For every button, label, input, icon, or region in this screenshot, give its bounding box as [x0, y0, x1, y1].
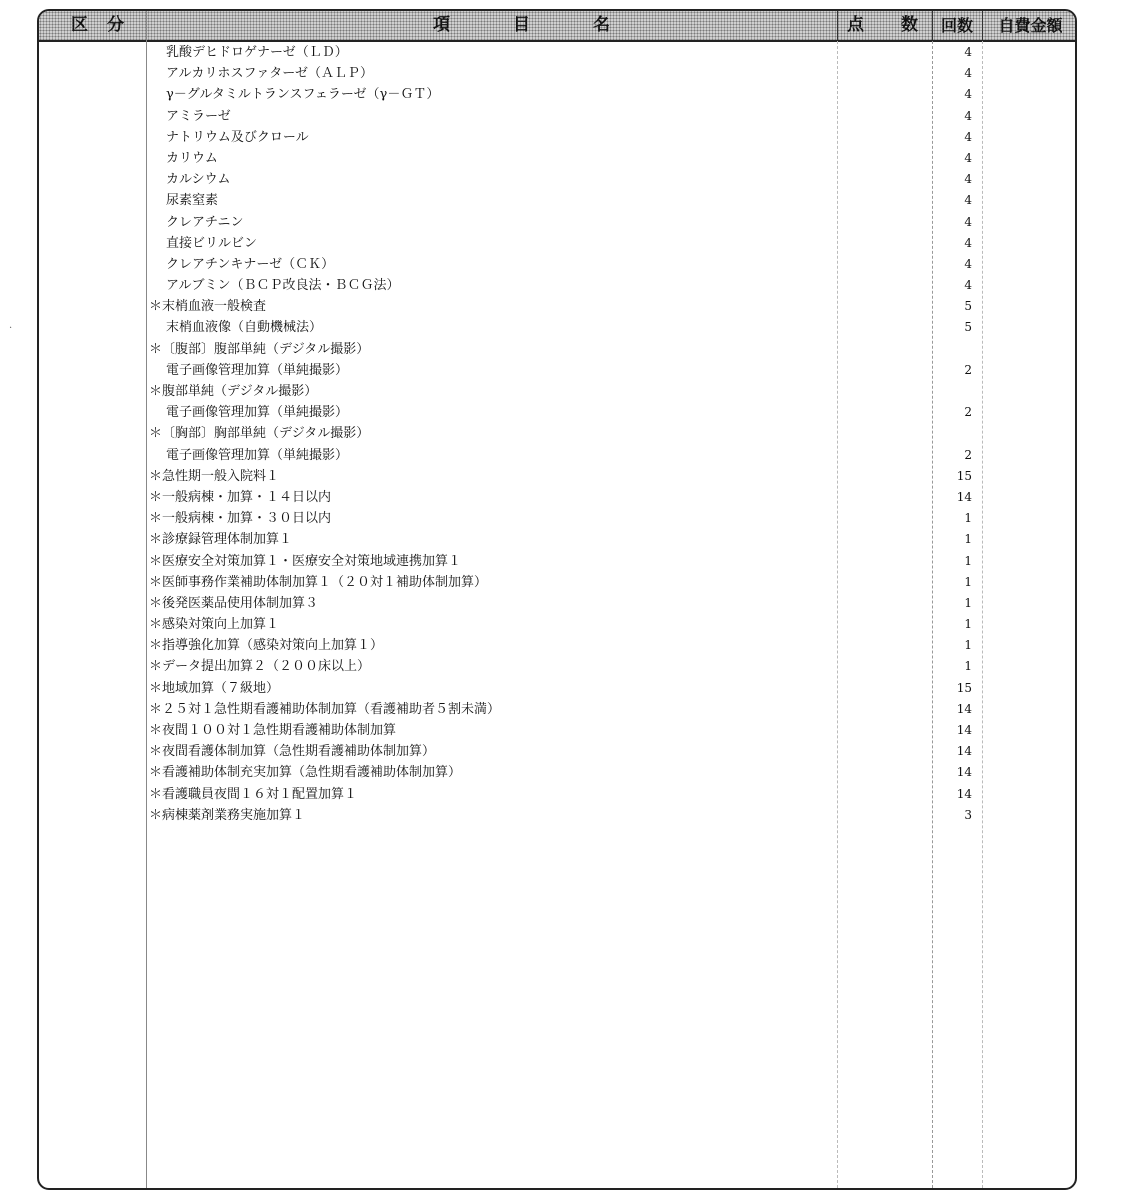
header-count: 回数	[940, 16, 973, 35]
header-self-pay-amount: 自費金額	[998, 16, 1063, 35]
item-count: 1	[964, 595, 972, 610]
header-points-char-1: 点	[847, 15, 864, 35]
table-row	[39, 762, 1075, 783]
item-name: ＊医師事務作業補助体制加算１（２０対１補助体制加算）	[149, 574, 488, 590]
table-row	[39, 148, 1075, 169]
item-count: 14	[956, 786, 972, 801]
table-row	[39, 42, 1075, 63]
item-count: 4	[964, 193, 972, 208]
table-row	[39, 339, 1075, 360]
header-points-char-2: 数	[901, 15, 918, 35]
item-name: 電子画像管理加算（単純撮影）	[166, 405, 349, 421]
item-name: ＊一般病棟・加算・１４日以内	[149, 489, 332, 505]
table-row	[39, 572, 1075, 593]
item-count: 4	[964, 87, 972, 102]
table-row	[39, 466, 1075, 487]
item-name: 直接ビリルビン	[166, 235, 258, 251]
header-item-char-3: 名	[593, 15, 610, 35]
table-row	[39, 678, 1075, 699]
item-name: ＊〔腹部〕腹部単純（デジタル撮影）	[149, 341, 370, 357]
header-item-name	[147, 11, 839, 40]
item-name: ＊急性期一般入院料１	[149, 468, 280, 484]
table-row	[39, 529, 1075, 550]
table-row	[39, 381, 1075, 402]
table-row	[39, 106, 1075, 127]
header-item-char-2: 目	[513, 15, 530, 35]
table-row	[39, 805, 1075, 826]
header-points	[839, 11, 932, 40]
stray-mark: .	[9, 320, 13, 331]
table-row	[39, 720, 1075, 741]
table-row	[39, 360, 1075, 381]
header-kubun	[39, 11, 146, 40]
table-row	[39, 296, 1075, 317]
table-row	[39, 423, 1075, 444]
item-name: ＊〔胸部〕胸部単純（デジタル撮影）	[149, 426, 370, 442]
item-name: アミラーゼ	[166, 108, 231, 124]
item-name: ＊看護補助体制充実加算（急性期看護補助体制加算）	[149, 765, 462, 781]
table-body	[39, 42, 1075, 826]
item-count: 14	[956, 701, 972, 716]
item-name: ＊指導強化加算（感染対策向上加算１）	[149, 638, 384, 654]
table-row	[39, 317, 1075, 338]
item-count: 14	[956, 765, 972, 780]
table-row	[39, 84, 1075, 105]
header-divider	[837, 11, 838, 40]
item-count: 4	[964, 214, 972, 229]
table-row	[39, 487, 1075, 508]
item-count: 1	[964, 638, 972, 653]
item-name: カリウム	[166, 150, 218, 166]
item-name: ＊末梢血液一般検査	[149, 299, 267, 315]
item-name: ＊地域加算（７級地）	[149, 680, 280, 696]
table-row	[39, 635, 1075, 656]
item-count: 2	[964, 405, 972, 420]
item-name: 電子画像管理加算（単純撮影）	[166, 362, 349, 378]
table-row	[39, 656, 1075, 677]
table-row	[39, 508, 1075, 529]
item-count: 14	[956, 723, 972, 737]
header-item-char-1: 項	[433, 15, 450, 35]
table-row	[39, 275, 1075, 296]
item-name: 尿素窒素	[166, 193, 219, 209]
item-count: 4	[964, 66, 972, 81]
item-count: 3	[964, 807, 972, 822]
item-name: クレアチンキナーゼ（ＣＫ）	[166, 256, 335, 272]
item-name: ナトリウム及びクロール	[166, 129, 309, 145]
statement-table	[37, 9, 1077, 1190]
item-count: 1	[964, 659, 972, 674]
item-count: 4	[964, 45, 972, 59]
table-row	[39, 784, 1075, 805]
item-count: 4	[964, 256, 972, 271]
item-count: 4	[964, 278, 972, 293]
item-count: 14	[956, 489, 972, 504]
item-name: 電子画像管理加算（単純撮影）	[166, 447, 349, 463]
header-divider	[932, 11, 933, 40]
item-count: 5	[964, 320, 972, 335]
table-row	[39, 233, 1075, 254]
item-name: カルシウム	[166, 172, 231, 188]
item-name: アルカリホスファターゼ（ＡＬＰ）	[166, 66, 373, 82]
item-count: 4	[964, 172, 972, 187]
table-row	[39, 699, 1075, 720]
item-name: ＊夜間１００対１急性期看護補助体制加算	[149, 723, 397, 738]
item-count: 2	[964, 447, 972, 462]
item-name: ＊診療録管理体制加算１	[149, 532, 293, 548]
item-count: 15	[956, 468, 972, 483]
item-name: クレアチニン	[166, 214, 244, 230]
item-count: 5	[964, 299, 972, 314]
item-count: 4	[964, 129, 972, 144]
table-row	[39, 127, 1075, 148]
item-count: 1	[964, 574, 972, 589]
item-count: 1	[964, 511, 972, 526]
item-name: ＊感染対策向上加算１	[149, 617, 280, 633]
header-divider	[982, 11, 983, 40]
item-count: 1	[964, 617, 972, 632]
item-name: ＊病棟薬剤業務実施加算１	[149, 807, 306, 823]
table-row	[39, 212, 1075, 233]
item-name: ＊データ提出加算２（２００床以上）	[149, 659, 371, 675]
table-header	[39, 11, 1075, 42]
item-count: 4	[964, 235, 972, 250]
table-row	[39, 169, 1075, 190]
item-name: ＊医療安全対策加算１・医療安全対策地域連携加算１	[149, 553, 462, 569]
item-name: 末梢血液像（自動機械法）	[166, 320, 323, 336]
header-kubun-char-2: 分	[107, 15, 124, 35]
item-name: ＊２５対１急性期看護補助体制加算（看護補助者５割未満）	[149, 701, 501, 717]
table-row	[39, 402, 1075, 423]
item-count: 1	[964, 532, 972, 547]
table-row	[39, 593, 1075, 614]
item-name: ＊一般病棟・加算・３０日以内	[149, 511, 332, 527]
table-row	[39, 63, 1075, 84]
item-name: γ－グルタミルトランスフェラーゼ（γ－ＧＴ）	[166, 87, 440, 103]
table-row	[39, 445, 1075, 466]
item-count: 15	[956, 680, 972, 695]
item-count: 4	[964, 108, 972, 123]
item-name: ＊後発医薬品使用体制加算３	[149, 595, 319, 611]
table-row	[39, 741, 1075, 762]
table-row	[39, 614, 1075, 635]
item-name: ＊看護職員夜間１６対１配置加算１	[149, 786, 358, 802]
item-name: ＊腹部単純（デジタル撮影）	[149, 384, 318, 399]
item-count: 2	[964, 362, 972, 377]
table-row	[39, 254, 1075, 275]
item-count: 14	[956, 744, 972, 759]
table-row	[39, 551, 1075, 572]
item-name: ＊夜間看護体制加算（急性期看護補助体制加算）	[149, 744, 436, 760]
table-row	[39, 190, 1075, 211]
item-name: 乳酸デヒドロゲナーゼ（ＬＤ）	[166, 45, 348, 60]
header-kubun-char-1: 区	[71, 15, 88, 35]
item-count: 4	[964, 150, 972, 165]
item-name: アルブミン（ＢＣＰ改良法・ＢＣＧ法）	[166, 278, 400, 294]
item-count: 1	[964, 553, 972, 568]
